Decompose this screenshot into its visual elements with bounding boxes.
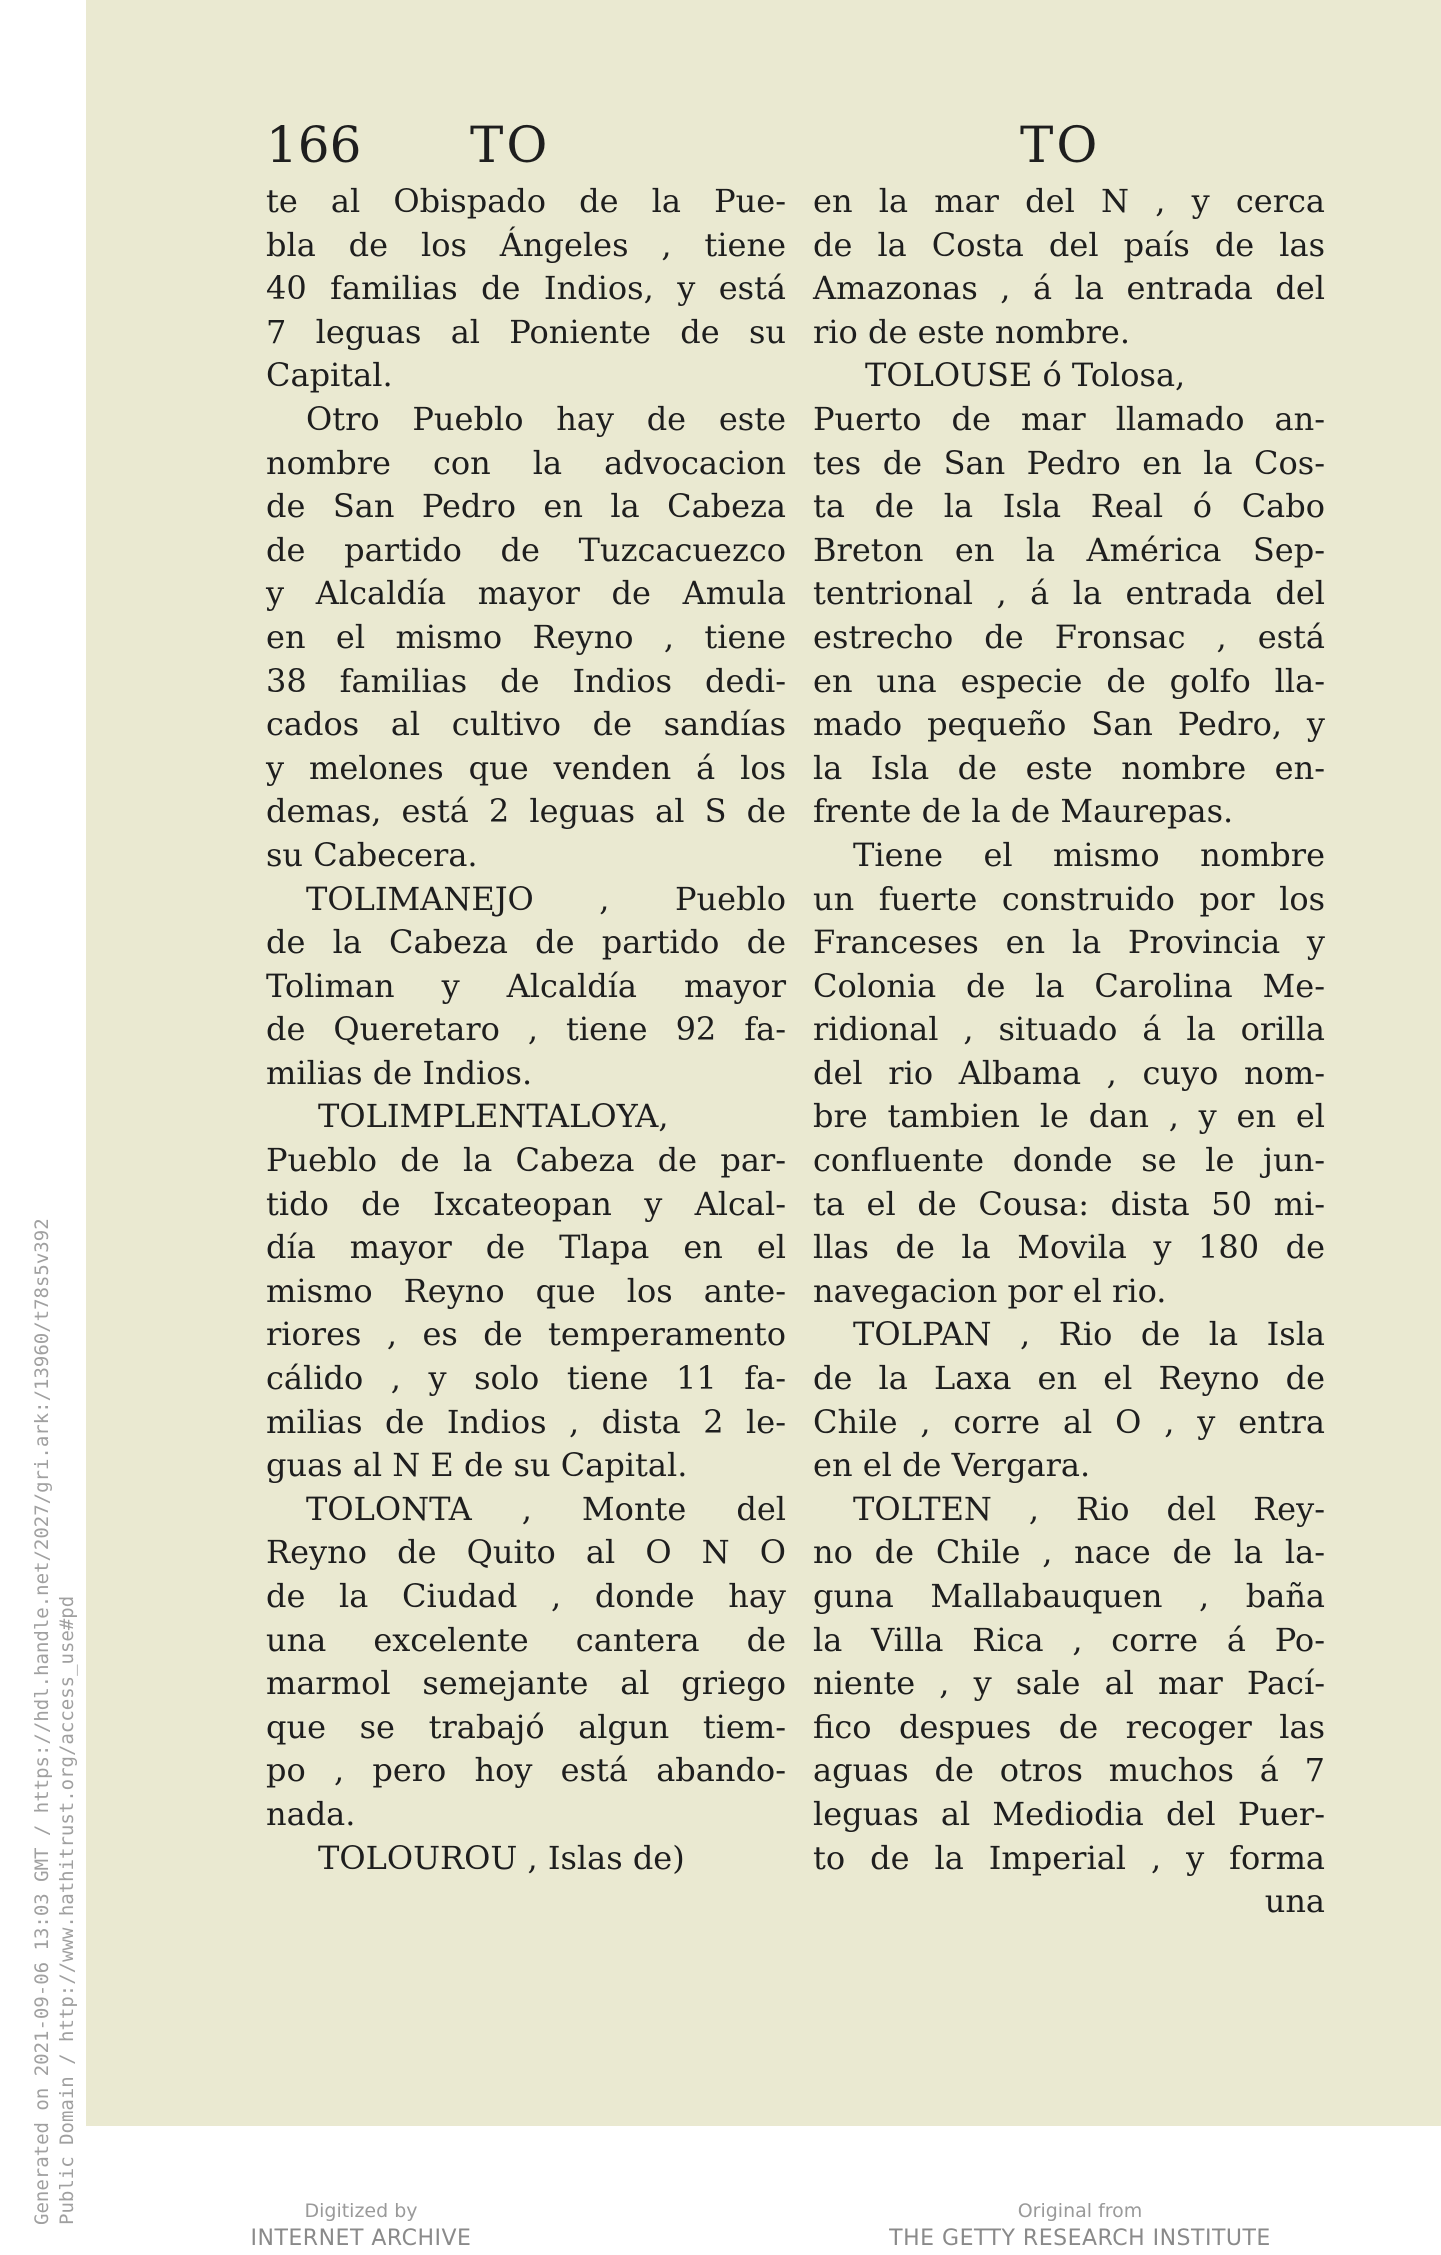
text-line: Breton en la América Sep-	[813, 530, 1325, 569]
text-line: llas de la Movila y 180 de	[813, 1228, 1325, 1267]
text-line: Puerto de mar llamado an-	[813, 399, 1325, 438]
text-line: la Isla de este nombre en-	[813, 748, 1325, 787]
text-line: una excelente cantera de	[266, 1620, 786, 1659]
text-line: nada.	[266, 1794, 356, 1833]
text-line: tido de Ixcateopan y Alcal-	[266, 1184, 786, 1223]
text-line: Chile , corre al O , y entra	[813, 1402, 1325, 1441]
text-line: ridional , situado á la orilla	[813, 1010, 1325, 1049]
text-line: de la Costa del país de las	[813, 225, 1325, 264]
text-line: mado pequeño San Pedro, y	[813, 705, 1325, 744]
text-line: Capital.	[266, 356, 393, 395]
text-line: TOLPAN , Rio de la Isla	[853, 1315, 1325, 1354]
text-line: ta el de Cousa: dista 50 mi-	[813, 1184, 1325, 1223]
text-line: po , pero hoy está abando-	[266, 1751, 786, 1790]
text-line: mismo Reyno que los ante-	[266, 1271, 786, 1310]
text-line: riores , es de temperamento	[266, 1315, 786, 1354]
text-line: no de Chile , nace de la la-	[813, 1533, 1325, 1572]
text-line: te al Obispado de la Pue-	[266, 182, 786, 220]
text-line: tes de San Pedro en la Cos-	[813, 443, 1325, 482]
right-running-head: TO	[1020, 116, 1101, 174]
text-line: navegacion por el rio.	[813, 1271, 1167, 1310]
left-column	[266, 180, 786, 1880]
page-number: 166	[266, 116, 362, 174]
text-line: una	[1264, 1882, 1325, 1921]
text-line: de la Ciudad , donde hay	[266, 1577, 786, 1615]
text-line: de San Pedro en la Cabeza	[266, 487, 786, 526]
text-line: milias de Indios , dista 2 le-	[266, 1402, 786, 1441]
stamp-line-generated: Generated on 2021-09-06 13:03 GMT / https://hdl.handle.net/2027/gri.ark:/13960/t78s5v392	[31, 1218, 53, 2225]
text-line: 38 familias de Indios dedi-	[266, 661, 786, 700]
left-running-head: TO	[470, 116, 551, 174]
source-credit	[870, 2198, 1290, 2254]
text-line: aguas de otros muchos á 7	[813, 1751, 1325, 1790]
getty-label: THE GETTY RESEARCH INSTITUTE	[889, 2226, 1271, 2251]
text-line: Reyno de Quito al O N O	[266, 1533, 786, 1572]
text-line: guna Mallabauquen , baña	[813, 1577, 1325, 1615]
text-line: 7 leguas al Poniente de su	[266, 312, 786, 351]
text-line: niente , y sale al mar Pací-	[813, 1664, 1325, 1703]
text-line: Otro Pueblo hay de este	[306, 399, 786, 438]
digitized-by-label: Digitized by	[304, 2200, 418, 2222]
text-line: ta de la Isla Real ó Cabo	[813, 487, 1325, 526]
text-line: estrecho de Fronsac , está	[813, 617, 1325, 656]
text-line: Tiene el mismo nombre	[853, 835, 1325, 874]
text-line: de la Cabeza de partido de	[266, 923, 786, 962]
text-line: fico despues de recoger las	[813, 1707, 1325, 1746]
text-line: bre tambien le dan , y en el	[813, 1097, 1325, 1136]
stamp-line-license: Public Domain / http://www.hathitrust.org/access_use#pd	[56, 1595, 78, 2225]
original-from-label: Original from	[1017, 2200, 1143, 2222]
text-line: de partido de Tuzcacuezco	[266, 530, 786, 569]
text-line: marmol semejante al griego	[266, 1664, 786, 1703]
text-line: bla de los Ángeles , tiene	[266, 225, 786, 264]
text-line: en el mismo Reyno , tiene	[266, 617, 786, 656]
text-line: to de la Imperial , y forma	[813, 1838, 1325, 1877]
internet-archive-label: INTERNET ARCHIVE	[250, 2226, 472, 2251]
text-line: frente de la de Maurepas.	[813, 792, 1234, 831]
text-line: confluente donde se le jun-	[813, 1141, 1325, 1180]
text-line: milias de Indios.	[266, 1053, 533, 1092]
text-line: de Queretaro , tiene 92 fa-	[266, 1010, 786, 1049]
text-line: leguas al Mediodia del Puer-	[813, 1794, 1325, 1833]
text-line: Toliman y Alcaldía mayor	[266, 966, 786, 1005]
hathitrust-stamp	[30, 1105, 80, 2225]
right-column	[813, 180, 1325, 1924]
digitizer-credit	[226, 2198, 496, 2254]
text-line: Franceses en la Provincia y	[813, 923, 1325, 962]
text-line: TOLTEN , Rio del Rey-	[853, 1489, 1325, 1528]
text-line: y Alcaldía mayor de Amula	[266, 574, 786, 613]
text-line: que se trabajó algun tiem-	[266, 1707, 786, 1746]
text-line: Pueblo de la Cabeza de par-	[266, 1141, 786, 1180]
text-line: demas, está 2 leguas al S de	[266, 792, 786, 831]
text-line: del rio Albama , cuyo nom-	[813, 1053, 1325, 1092]
text-line: tentrional , á la entrada del	[813, 574, 1325, 613]
text-line: 40 familias de Indios, y está	[266, 269, 786, 308]
text-line: cálido , y solo tiene 11 fa-	[266, 1359, 786, 1398]
text-line: guas al N E de su Capital.	[266, 1446, 688, 1485]
text-line: en una especie de golfo lla-	[813, 661, 1325, 700]
text-line: cados al cultivo de sandías	[266, 705, 786, 744]
text-line: TOLIMANEJO , Pueblo	[306, 879, 786, 918]
text-line: un fuerte construido por los	[813, 879, 1325, 918]
text-line: TOLIMPLENTALOYA,	[318, 1097, 669, 1136]
text-line: TOLONTA , Monte del	[306, 1489, 786, 1528]
text-line: Colonia de la Carolina Me-	[813, 966, 1325, 1005]
text-line: día mayor de Tlapa en el	[266, 1228, 786, 1267]
text-line: rio de este nombre.	[813, 312, 1130, 351]
text-line: de la Laxa en el Reyno de	[813, 1359, 1325, 1398]
text-line: la Villa Rica , corre á Po-	[813, 1620, 1325, 1659]
text-line: Amazonas , á la entrada del	[813, 269, 1325, 308]
text-line: su Cabecera.	[266, 835, 478, 874]
text-line: TOLOUROU , Islas de)	[318, 1838, 685, 1877]
text-line: TOLOUSE ó Tolosa,	[865, 356, 1186, 395]
text-line: en la mar del N , y cerca	[813, 182, 1325, 220]
text-line: en el de Vergara.	[813, 1446, 1091, 1485]
text-line: y melones que venden á los	[266, 748, 786, 787]
text-line: nombre con la advocacion	[266, 443, 786, 482]
